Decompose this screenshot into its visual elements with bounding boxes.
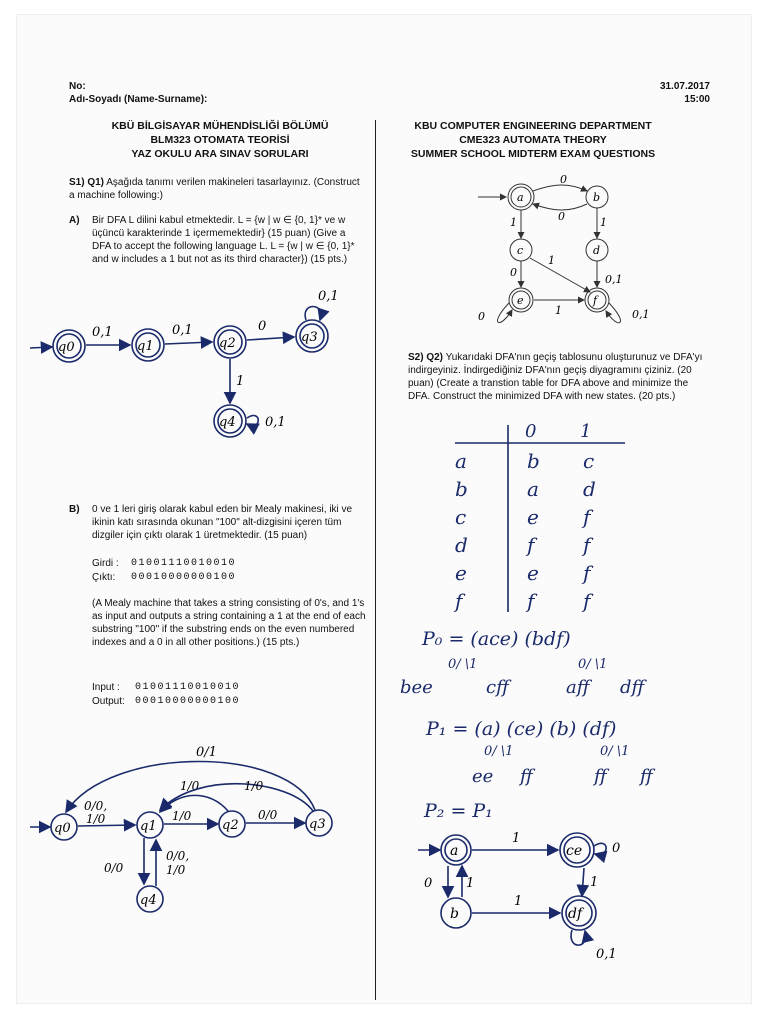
left-title-line: BLM323 OTOMATA TEORİSİ [150, 134, 290, 146]
exam-date: 31.07.2017 [659, 81, 710, 92]
edge-label: 1 [512, 831, 521, 846]
cell-1: f [583, 505, 591, 529]
state-label: f [593, 294, 598, 307]
edge-label: 1/0 [172, 809, 192, 823]
state-cell: d [455, 533, 468, 557]
partition-mark: 0/ \1 [484, 744, 514, 759]
q2-text: Yukarıdaki DFA'nın geçiş tablosunu oluşturunuz ve DFA'yı indirgeyiniz. İndirgediğiniz DFA'nın geçiş diyagramını çiziniz. (20 puan) (Create a transtion table for DFA above and minimize the DFA. Construct the minimized DFA with new states. (20 pts.) [408, 352, 703, 402]
q1b-label: B) [69, 504, 80, 515]
state-label: q3 [301, 330, 318, 345]
edge-label: 0/0 [258, 808, 278, 822]
state-label: b [593, 191, 601, 204]
start-arrow [30, 347, 52, 348]
state-q1 [137, 812, 163, 838]
state-q2 [219, 811, 245, 837]
table-row [455, 503, 635, 531]
state-label: q1 [137, 339, 154, 354]
table-row [455, 531, 635, 559]
edge-label: 1 [466, 876, 475, 891]
q1b-text-en: (A Mealy machine that takes a string consisting of 0's, and 1's as input and outputs a string containing a 1 at the end of each substring "100" if the substring ends on the even numbered indexes and a 0 in all other positions.) (15 pts.) [92, 598, 366, 648]
exam-time: 15:00 [684, 94, 710, 105]
right-title-line: KBU COMPUTER ENGINEERING DEPARTMENT [414, 120, 652, 132]
table-header-0: 0 [525, 421, 537, 442]
edge [582, 868, 584, 896]
cikti-value: 00010000000100 [131, 572, 237, 583]
state-label: ce [566, 843, 583, 859]
partition-p1: P₁ = (a) (ce) (b) (df) [426, 718, 617, 740]
girdi-label: Girdi : [92, 558, 119, 569]
cell-1: d [583, 477, 596, 501]
edge [247, 337, 294, 340]
left-title-line: KBÜ BİLGİSAYAR MÜHENDİSLİĞİ BÖLÜMÜ [111, 120, 329, 132]
state-q2 [214, 326, 246, 358]
input-label: Input : [92, 682, 120, 693]
state-label: q0 [58, 340, 75, 355]
table-row [455, 587, 635, 615]
edge-label: 1 [236, 374, 245, 389]
edge-label: 1 [548, 254, 555, 267]
self-loop [594, 843, 606, 854]
partition-result: ff [594, 766, 607, 787]
state-label: a [517, 191, 524, 204]
q1a-text: Bir DFA L dilini kabul etmektedir. L = {w | w ∈ {0, 1}* ve w üçüncü karakterinde 1 içermemektedir} (15 puan) (Give a DFA to accept the following language L. L = {w | w ∈ {0, 1}* and w includes a 1 but not as its third character}) (15 pts.) [92, 215, 355, 265]
dfa-a-diagram [30, 289, 339, 437]
cell-0: b [527, 449, 540, 473]
edge-label: 0,1 [172, 323, 193, 338]
edge-label: 1/0 [166, 863, 186, 877]
name-surname-label: Adı-Soyadı (Name-Surname): [69, 94, 208, 105]
edge [530, 258, 590, 292]
self-loop [606, 303, 620, 323]
girdi-value: 01001110010010 [131, 558, 237, 569]
partition-result: ff [520, 766, 533, 787]
edge-label: 1 [555, 304, 562, 317]
state-label: d [593, 244, 601, 257]
left-title-line: YAZ OKULU ARA SINAV SORULARI [131, 148, 309, 160]
self-loop [305, 307, 321, 321]
cikti-label: Çıktı: [92, 572, 116, 583]
state-label: q3 [309, 817, 326, 832]
cell-0: f [527, 533, 535, 557]
state-a [441, 835, 471, 865]
edge-label: 1 [590, 875, 599, 890]
edge-label: 0,1 [605, 273, 623, 286]
table-row [455, 475, 635, 503]
state-cell: c [455, 505, 467, 529]
edge-label: 0,1 [632, 308, 650, 321]
state-label: df [568, 906, 583, 922]
edge-label: 0,1 [92, 325, 113, 340]
state-cell: b [455, 477, 468, 501]
edge-label: 0/0, [166, 849, 190, 863]
q2-label: S2) Q2) [408, 352, 444, 363]
state-q1 [132, 329, 164, 361]
state-label: q2 [222, 818, 239, 833]
state-label: q0 [54, 821, 71, 836]
cell-1: f [583, 533, 591, 557]
state-label: q2 [219, 336, 236, 351]
edge [165, 342, 212, 344]
q1-text: Aşağıda tanımı verilen makineleri tasarlayınız. (Construct a machine following:) [69, 177, 360, 201]
transition-table-rows [455, 447, 635, 615]
edge-label: 1/0 [86, 812, 106, 826]
edge-label: 0,1 [318, 289, 339, 304]
edge [160, 795, 228, 812]
edge-label: 0 [510, 266, 517, 279]
state-q3 [296, 320, 328, 352]
edge-label: 0,1 [596, 947, 617, 962]
table-row [455, 447, 635, 475]
no-label: No: [69, 81, 86, 92]
edge-label: 1 [600, 216, 607, 229]
state-cell: f [455, 589, 463, 613]
partition-result: dff [620, 677, 645, 698]
partition-p0: P₀ = (ace) (bdf) [422, 628, 571, 650]
cell-1: f [583, 589, 591, 613]
state-label: e [517, 294, 524, 307]
table-row [455, 559, 635, 587]
state-q3 [306, 810, 332, 836]
edge-label: 0/1 [196, 745, 217, 760]
edge-label: 0 [478, 310, 485, 323]
cell-1: f [583, 561, 591, 585]
state-q0 [53, 330, 85, 362]
state-cell: e [455, 561, 467, 585]
cell-0: a [527, 477, 539, 501]
state-df [562, 896, 596, 930]
q1a-label: A) [69, 215, 80, 226]
self-loop [571, 930, 586, 945]
edge-label: 0 [612, 841, 621, 856]
output-label: Output: [92, 696, 125, 707]
mealy-b-diagram [30, 745, 332, 912]
partition-mark: 0/ \1 [448, 657, 478, 672]
edge-label: 1 [514, 894, 523, 909]
min-dfa-diagram [418, 831, 620, 962]
partition-mark: 0/ \1 [578, 657, 608, 672]
state-label: b [450, 906, 459, 922]
partition-result: aff [566, 677, 590, 698]
state-q4 [214, 405, 246, 437]
input-value: 01001110010010 [135, 682, 241, 693]
edge-label: 1/0 [244, 779, 264, 793]
edge-label: 0/0 [104, 861, 124, 875]
partition-result: bee [400, 677, 433, 698]
partition-result: ee [472, 766, 494, 787]
state-label: q4 [140, 893, 157, 908]
state-b [441, 898, 471, 928]
self-loop [247, 416, 258, 426]
cell-0: e [527, 505, 539, 529]
edge-label: 0,1 [265, 415, 286, 430]
state-q0 [51, 814, 77, 840]
state-q4 [137, 886, 163, 912]
state-ce [560, 833, 594, 867]
cell-0: e [527, 561, 539, 585]
state-cell: a [455, 449, 467, 473]
edge-label: 1 [510, 216, 517, 229]
q1b-text: 0 ve 1 leri giriş olarak kabul eden bir Mealy makinesi, iki ve ikinin katı sırasında okunan "100" alt-dizgisini içeren tüm dizgiler için çıktı olarak 1 üretmektedir. (15 puan) [92, 504, 353, 541]
edge-label: 0 [424, 876, 433, 891]
state-label: c [517, 244, 524, 257]
edge-label: 0/0, [84, 799, 108, 813]
partition-mark: 0/ \1 [600, 744, 630, 759]
table-header-1: 1 [580, 421, 592, 442]
edge-label: 0 [258, 319, 267, 334]
cell-0: f [527, 589, 535, 613]
edge-label: 0 [560, 173, 567, 186]
partition-p2: P₂ = P₁ [424, 800, 493, 822]
right-title-line: CME323 AUTOMATA THEORY [459, 134, 607, 146]
output-value: 00010000000100 [135, 696, 241, 707]
q1-label: S1) Q1) [69, 177, 105, 188]
state-label: a [450, 843, 459, 859]
edge-label: 0 [558, 210, 565, 223]
right-title-line: SUMMER SCHOOL MIDTERM EXAM QUESTIONS [410, 148, 656, 160]
printed-dfa-diagram [478, 173, 650, 323]
partition-result: ff [640, 766, 653, 787]
partition-result: cff [486, 677, 509, 698]
self-loop [498, 303, 512, 323]
state-label: q4 [219, 415, 236, 430]
state-label: q1 [140, 819, 157, 834]
cell-1: c [583, 449, 595, 473]
edge-label: 1/0 [180, 779, 200, 793]
